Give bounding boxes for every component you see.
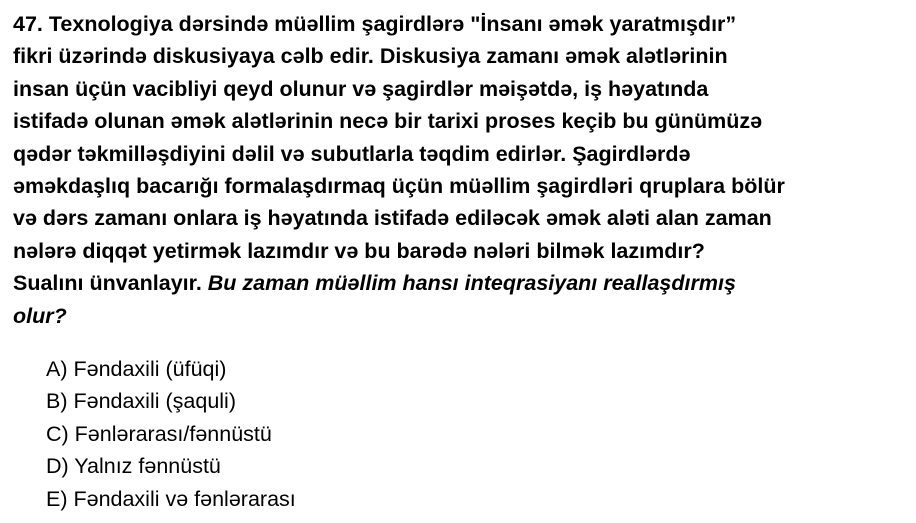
question-line: 47. Texnologiya dərsində müəllim şagirdlərə "İnsanı əmək yaratmışdır” <box>13 12 737 36</box>
question-line: və dərs zamanı onlara iş həyatında istifadə ediləcək əmək aləti alan zaman <box>13 206 772 231</box>
option-d[interactable]: D) Yalnız fənnüstü <box>46 454 221 479</box>
question-line: insan üçün vacibliyi qeyd olunur və şagirdlər məişətdə, iş həyatında <box>13 76 709 101</box>
question-line: fikri üzərində diskusiyaya cəlb edir. Diskusiya zamanı əmək alətlərinin <box>13 44 728 69</box>
question-line: nələrə diqqət yetirmək lazımdır və bu barədə nələri bilmək lazımdır? <box>13 238 705 263</box>
question-prompt-end: olur? <box>13 303 67 328</box>
question-line-prompt <box>13 267 908 299</box>
question-prompt-italic: Bu zaman müəllim hansı inteqrasiyanı reallaşdırmış <box>207 271 736 296</box>
question-text <box>13 8 908 332</box>
option-b[interactable]: B) Fəndaxili (şaquli) <box>46 389 236 414</box>
option-c[interactable]: C) Fənlərarası/fənnüstü <box>46 421 272 446</box>
question-prompt-lead: Sualını ünvanlayır. <box>13 271 208 296</box>
question-line: əməkdaşlıq bacarığı formalaşdırmaq üçün müəllim şagirdləri qruplara bölür <box>13 174 785 199</box>
question-line: istifadə olunan əmək alətlərinin necə bir tarixi proses keçib bu günümüzə <box>13 109 763 134</box>
option-e[interactable]: E) Fəndaxili və fənlərarası <box>46 486 296 511</box>
answer-options <box>46 353 296 515</box>
question-line: qədər təkmilləşdiyini dəlil və subutlarla təqdim edirlər. Şagirdlərdə <box>13 141 691 166</box>
option-a[interactable]: A) Fəndaxili (üfüqi) <box>46 357 227 381</box>
